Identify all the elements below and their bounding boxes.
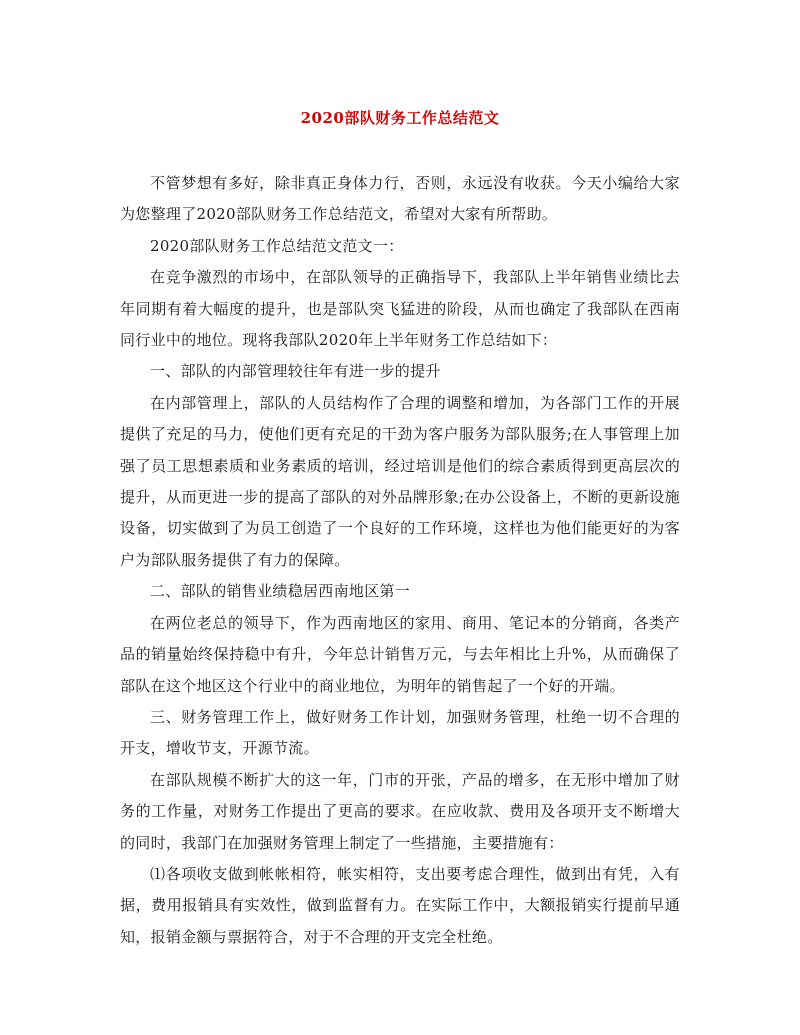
paragraph-financial-measures: 在部队规模不断扩大的这一年，门市的开张，产品的增多，在无形中增加了财务的工作量，对财务工作提出了更高的要求。在应收款、费用及各项开支不断增大的同时，我部门在加强财务管理上制定了一些措施，主要措施有： xyxy=(120,770,680,852)
section-heading-internal-management: 一、部队的内部管理较往年有进一步的提升 xyxy=(150,362,441,381)
paragraph-internal-management: 在内部管理上，部队的人员结构作了合理的调整和增加，为各部门工作的开展提供了充足的马力，使他们更有充足的干劲为客户服务为部队服务;在人事管理上加强了员工思想素质和业务素质的培训，经过培训是他们的综合素质得到更高层次的提升，从而更进一步的提高了部队的对外品牌形象;在办公设备上，不断的更新设施设备，切实做到了为员工创造了一个良好的工作环境，这样也为他们能更好的为客户为部队服务提供了有力的保障。 xyxy=(120,393,680,569)
section-heading-financial-management: 三、财务管理工作上，做好财务工作计划，加强财务管理，杜绝一切不合理的开支，增收节支，开源节流。 xyxy=(120,707,680,758)
paragraph-sales: 在两位老总的领导下，作为西南地区的家用、商用、笔记本的分销商，各类产品的销量始终保持稳中有升，今年总计销售万元，与去年相比上升%，从而确保了部队在这个地区这个行业中的商业地位，为明年的销售起了一个好的开端。 xyxy=(120,613,680,695)
section-heading-sales: 二、部队的销售业绩稳居西南地区第一 xyxy=(150,582,411,601)
paragraph-heading-sample-one: 2020部队财务工作总结范文范文一： xyxy=(150,236,404,255)
document-title: 2020部队财务工作总结范文 xyxy=(300,109,500,127)
paragraph-measure-one: ⑴各项收支做到帐帐相符，帐实相符，支出要考虑合理性，做到出有凭，入有据，费用报销具有实效性，做到监督有力。在实际工作中，大额报销实行提前早通知，报销金额与票据符合，对于不合理的开支完全杜绝。 xyxy=(120,864,680,946)
paragraph-intro: 不管梦想有多好，除非真正身体力行，否则，永远没有收获。今天小编给大家为您整理了2020部队财务工作总结范文，希望对大家有所帮助。 xyxy=(120,174,680,224)
document-body xyxy=(120,168,680,953)
paragraph-overview: 在竞争激烈的市场中，在部队领导的正确指导下，我部队上半年销售业绩比去年同期有着大幅度的提升，也是部队突飞猛进的阶段，从而也确定了我部队在西南同行业中的地位。现将我部队2020年上半年财务工作总结如下： xyxy=(120,268,680,350)
